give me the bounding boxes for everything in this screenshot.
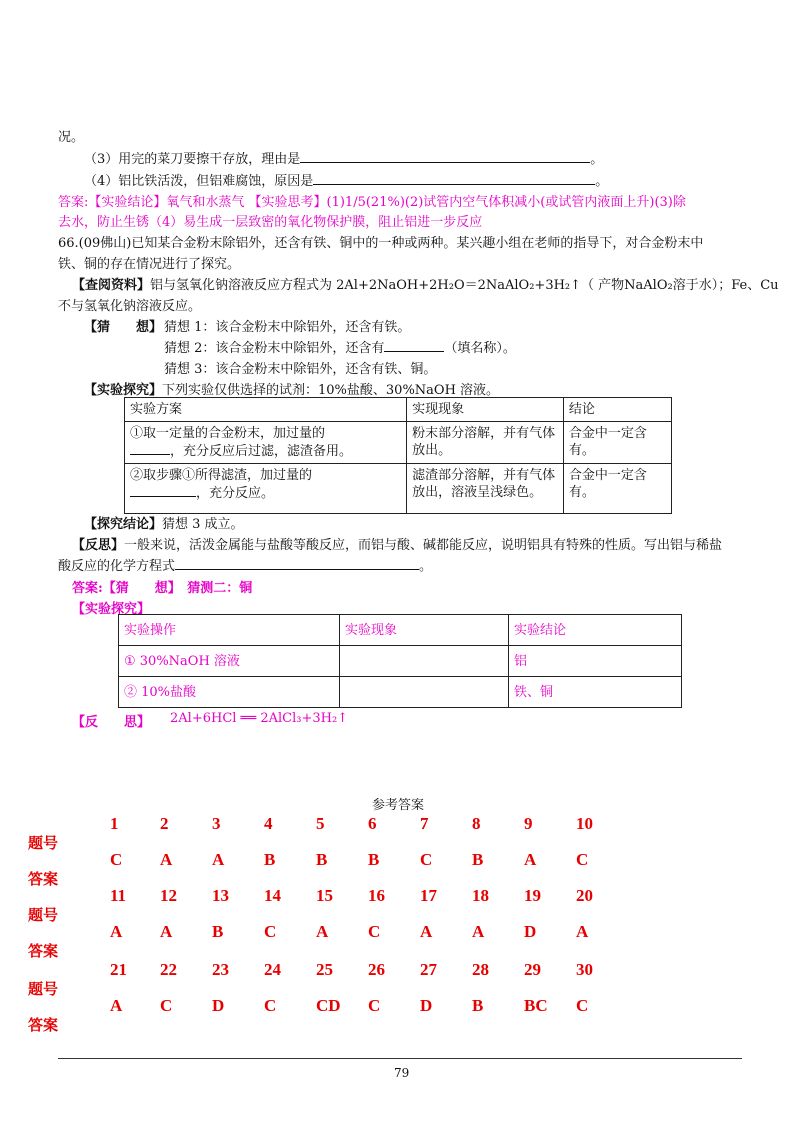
ref-label-ans: 答案 (28, 872, 59, 888)
ref-question-number: 28 (472, 960, 489, 979)
ref-answer-letter: A (420, 922, 433, 941)
ref-label-ans: 答案 (28, 1018, 59, 1034)
ref-answer-letter: D (420, 996, 433, 1015)
ref-question-number: 30 (576, 960, 593, 979)
ref-answer-letter: A (524, 850, 537, 869)
table-header: 实验操作 (119, 615, 340, 646)
row1-plan-l1: ①取一定量的合金粉末，加过量的 (130, 426, 326, 441)
reflect-line-1 (72, 534, 722, 553)
guess-2 (164, 337, 516, 356)
ref-question-number: 5 (316, 814, 325, 833)
ref-question-number: 6 (368, 814, 377, 833)
ref-answer-letter: C (368, 996, 381, 1015)
ref-answer-letter: A (110, 922, 123, 941)
conclusion-label: 【探究结论】 (84, 517, 163, 532)
info-text: 铝与氢氧化钠溶液反应方程式为 2Al+2NaOH+2H₂O＝2NaAlO₂+3H₂↑（ 产物NaAlO₂溶于水）；Fe、Cu (150, 278, 779, 293)
ref-question-number: 8 (472, 814, 481, 833)
ref-question-number: 19 (524, 886, 541, 905)
table-cell: 合金中一定含有。 (563, 464, 671, 514)
ref-answer-letter: A (316, 922, 329, 941)
explore-text: 下列实验仅供选择的试剂：10%盐酸、30%NaOH 溶液。 (162, 383, 500, 398)
guess-1: 猜想 1：该合金粉末中除铝外，还含有铁。 (164, 320, 411, 335)
reflect-text: 一般来说，活泼金属能与盐酸等酸反应，而铝与酸、碱都能反应，说明铝具有特殊的性质。写出铝与稀盐 (124, 538, 723, 553)
guess-2-suffix: （填名称）。 (444, 341, 516, 356)
ref-label-num: 题号 (28, 982, 59, 998)
answer-line-2: 去水，防止生锈（4）易生成一层致密的氧化物保护膜，阻止铝进一步反应 (58, 215, 483, 230)
footer-divider (58, 1058, 742, 1059)
ref-question-number: 1 (110, 814, 119, 833)
ref-answer-letter: B (368, 850, 380, 869)
ref-answer-letter: BC (524, 996, 548, 1015)
answer-blank[interactable] (175, 557, 419, 570)
ref-question-number: 10 (576, 814, 593, 833)
ref-answer-letter: A (472, 922, 485, 941)
info-line (72, 274, 779, 293)
ref-question-number: 26 (368, 960, 385, 979)
table-header: 实验结论 (509, 615, 682, 646)
ref-answer-letter: C (420, 850, 433, 869)
ref-question-number: 3 (212, 814, 221, 833)
answer-blank[interactable] (384, 339, 444, 352)
ref-question-number: 17 (420, 886, 437, 905)
guess-2-text: 猜想 2：该合金粉末中除铝外，还含有 (164, 341, 385, 356)
ref-answer-letter: CD (316, 996, 341, 1015)
experiment-table (124, 397, 672, 514)
info-label: 【查阅资料】 (72, 278, 151, 293)
row1-plan-l2: ，充分反应后过滤，滤渣备用。 (170, 444, 353, 459)
answer-blank[interactable] (313, 172, 595, 185)
ref-label-ans: 答案 (28, 944, 59, 960)
reflect-suffix: 。 (419, 559, 433, 574)
ref-answer-letter: D (524, 922, 537, 941)
ref-answer-letter: C (576, 996, 589, 1015)
table-cell: ① 30%NaOH 溶液 (119, 646, 340, 677)
ref-question-number: 29 (524, 960, 541, 979)
table-cell (125, 422, 407, 464)
ref-answer-letter: D (212, 996, 225, 1015)
ref-question-number: 21 (110, 960, 127, 979)
conclusion-text: 猜想 3 成立。 (162, 517, 244, 532)
table-cell: 粉末部分溶解，并有气体放出。 (407, 422, 564, 464)
table-header: 结论 (563, 398, 671, 422)
ref-answer-letter: A (110, 996, 123, 1015)
table-cell (340, 677, 509, 708)
ref-question-number: 12 (160, 886, 177, 905)
ref-question-number: 2 (160, 814, 169, 833)
answer-table (118, 614, 682, 708)
ref-question-number: 22 (160, 960, 177, 979)
q4-line (84, 170, 608, 189)
ref-question-number: 14 (264, 886, 281, 905)
ref-question-number: 7 (420, 814, 429, 833)
ref-answer-letter: C (368, 922, 381, 941)
conclusion-line (84, 513, 244, 532)
ref-answer-letter: C (110, 850, 123, 869)
text-line: 况。 (58, 130, 85, 145)
ref-answer-letter: A (160, 850, 173, 869)
ref-label-num: 题号 (28, 908, 59, 924)
q66-line-1: 66.(09佛山)已知某合金粉末除铝外，还含有铁、铜中的一种或两种。某兴趣小组在老师的指导下，对合金粉末中 (58, 236, 704, 251)
ref-question-number: 23 (212, 960, 229, 979)
q4-text: （4）铝比铁活泼，但铝难腐蚀，原因是 (84, 174, 314, 189)
table-cell: ② 10%盐酸 (119, 677, 340, 708)
answer-blank[interactable] (130, 484, 196, 497)
ref-question-number: 18 (472, 886, 489, 905)
ref-answer-letter: C (576, 850, 589, 869)
table-cell (340, 646, 509, 677)
row2-plan-line2 (130, 484, 401, 502)
row2-plan-l2: ，充分反应。 (196, 486, 275, 501)
table-header: 实验现象 (340, 615, 509, 646)
table-cell: 合金中一定含有。 (563, 422, 671, 464)
ref-answer-letter: C (264, 922, 277, 941)
ref-answer-letter: B (472, 850, 484, 869)
answer-blank[interactable] (130, 442, 170, 455)
info-line-2: 不与氢氧化钠溶液反应。 (58, 299, 202, 314)
answer-line-1: 答案:【实验结论】氧气和水蒸气 【实验思考】(1)1/5(21%)(2)试管内空气体积减小(或试管内液面上升)(3)除 (58, 195, 686, 210)
row1-plan-line2 (130, 442, 401, 460)
table-header: 实现现象 (407, 398, 564, 422)
row2-plan-l1: ②取步骤①所得滤渣，加过量的 (130, 468, 313, 483)
ref-question-number: 27 (420, 960, 437, 979)
ref-question-number: 25 (316, 960, 333, 979)
table-cell: 铝 (509, 646, 682, 677)
q3-line (84, 148, 603, 167)
ref-question-number: 13 (212, 886, 229, 905)
answer2-reflect-label: 【反 思】 (72, 715, 151, 730)
ref-answer-letter: A (576, 922, 589, 941)
ref-question-number: 16 (368, 886, 385, 905)
guess-3: 猜想 3：该合金粉末中除铝外，还含有铁、铜。 (164, 362, 437, 377)
ref-answer-letter: C (264, 996, 277, 1015)
explore-label: 【实验探究】 (84, 383, 163, 398)
ref-label-num: 题号 (28, 836, 59, 852)
answer-blank[interactable] (300, 150, 590, 163)
answer2-reflect-eq: 2Al+6HCl ══ 2AlCl₃+3H₂↑ (170, 711, 349, 726)
table-cell (125, 464, 407, 514)
ref-answer-letter: B (316, 850, 328, 869)
ref-question-number: 15 (316, 886, 333, 905)
q3-text: （3）用完的菜刀要擦干存放，理由是 (84, 152, 301, 167)
ref-answer-letter: B (212, 922, 224, 941)
q4-suffix: 。 (595, 174, 609, 189)
table-cell: 铁、铜 (509, 677, 682, 708)
ref-answer-letter: A (212, 850, 225, 869)
table-cell: 滤渣部分溶解，并有气体放出，溶液呈浅绿色。 (407, 464, 564, 514)
ref-question-number: 4 (264, 814, 273, 833)
ref-answer-letter: B (264, 850, 276, 869)
ref-question-number: 20 (576, 886, 593, 905)
answer2-guess: 答案:【猜 想】 猜测二：铜 (72, 581, 253, 596)
ref-question-number: 11 (110, 886, 127, 905)
guess-label: 【猜 想】 (84, 320, 163, 335)
ref-answer-letter: B (472, 996, 484, 1015)
ref-question-number: 9 (524, 814, 533, 833)
ref-answer-letter: C (160, 996, 173, 1015)
q66-line-2: 铁、铜的存在情况进行了探究。 (58, 257, 241, 272)
explore-line (84, 379, 499, 398)
q3-suffix: 。 (590, 152, 604, 167)
table-header: 实验方案 (125, 398, 407, 422)
ref-question-number: 24 (264, 960, 281, 979)
reflect-text-2: 酸反应的化学方程式 (58, 559, 176, 574)
ref-title: 参考答案 (372, 798, 425, 813)
reflect-label: 【反思】 (72, 538, 125, 553)
answer2-explore-label: 【实验探究】 (72, 602, 151, 617)
ref-answer-letter: A (160, 922, 173, 941)
reflect-line-2 (58, 555, 432, 574)
page-number: 79 (394, 1066, 410, 1080)
